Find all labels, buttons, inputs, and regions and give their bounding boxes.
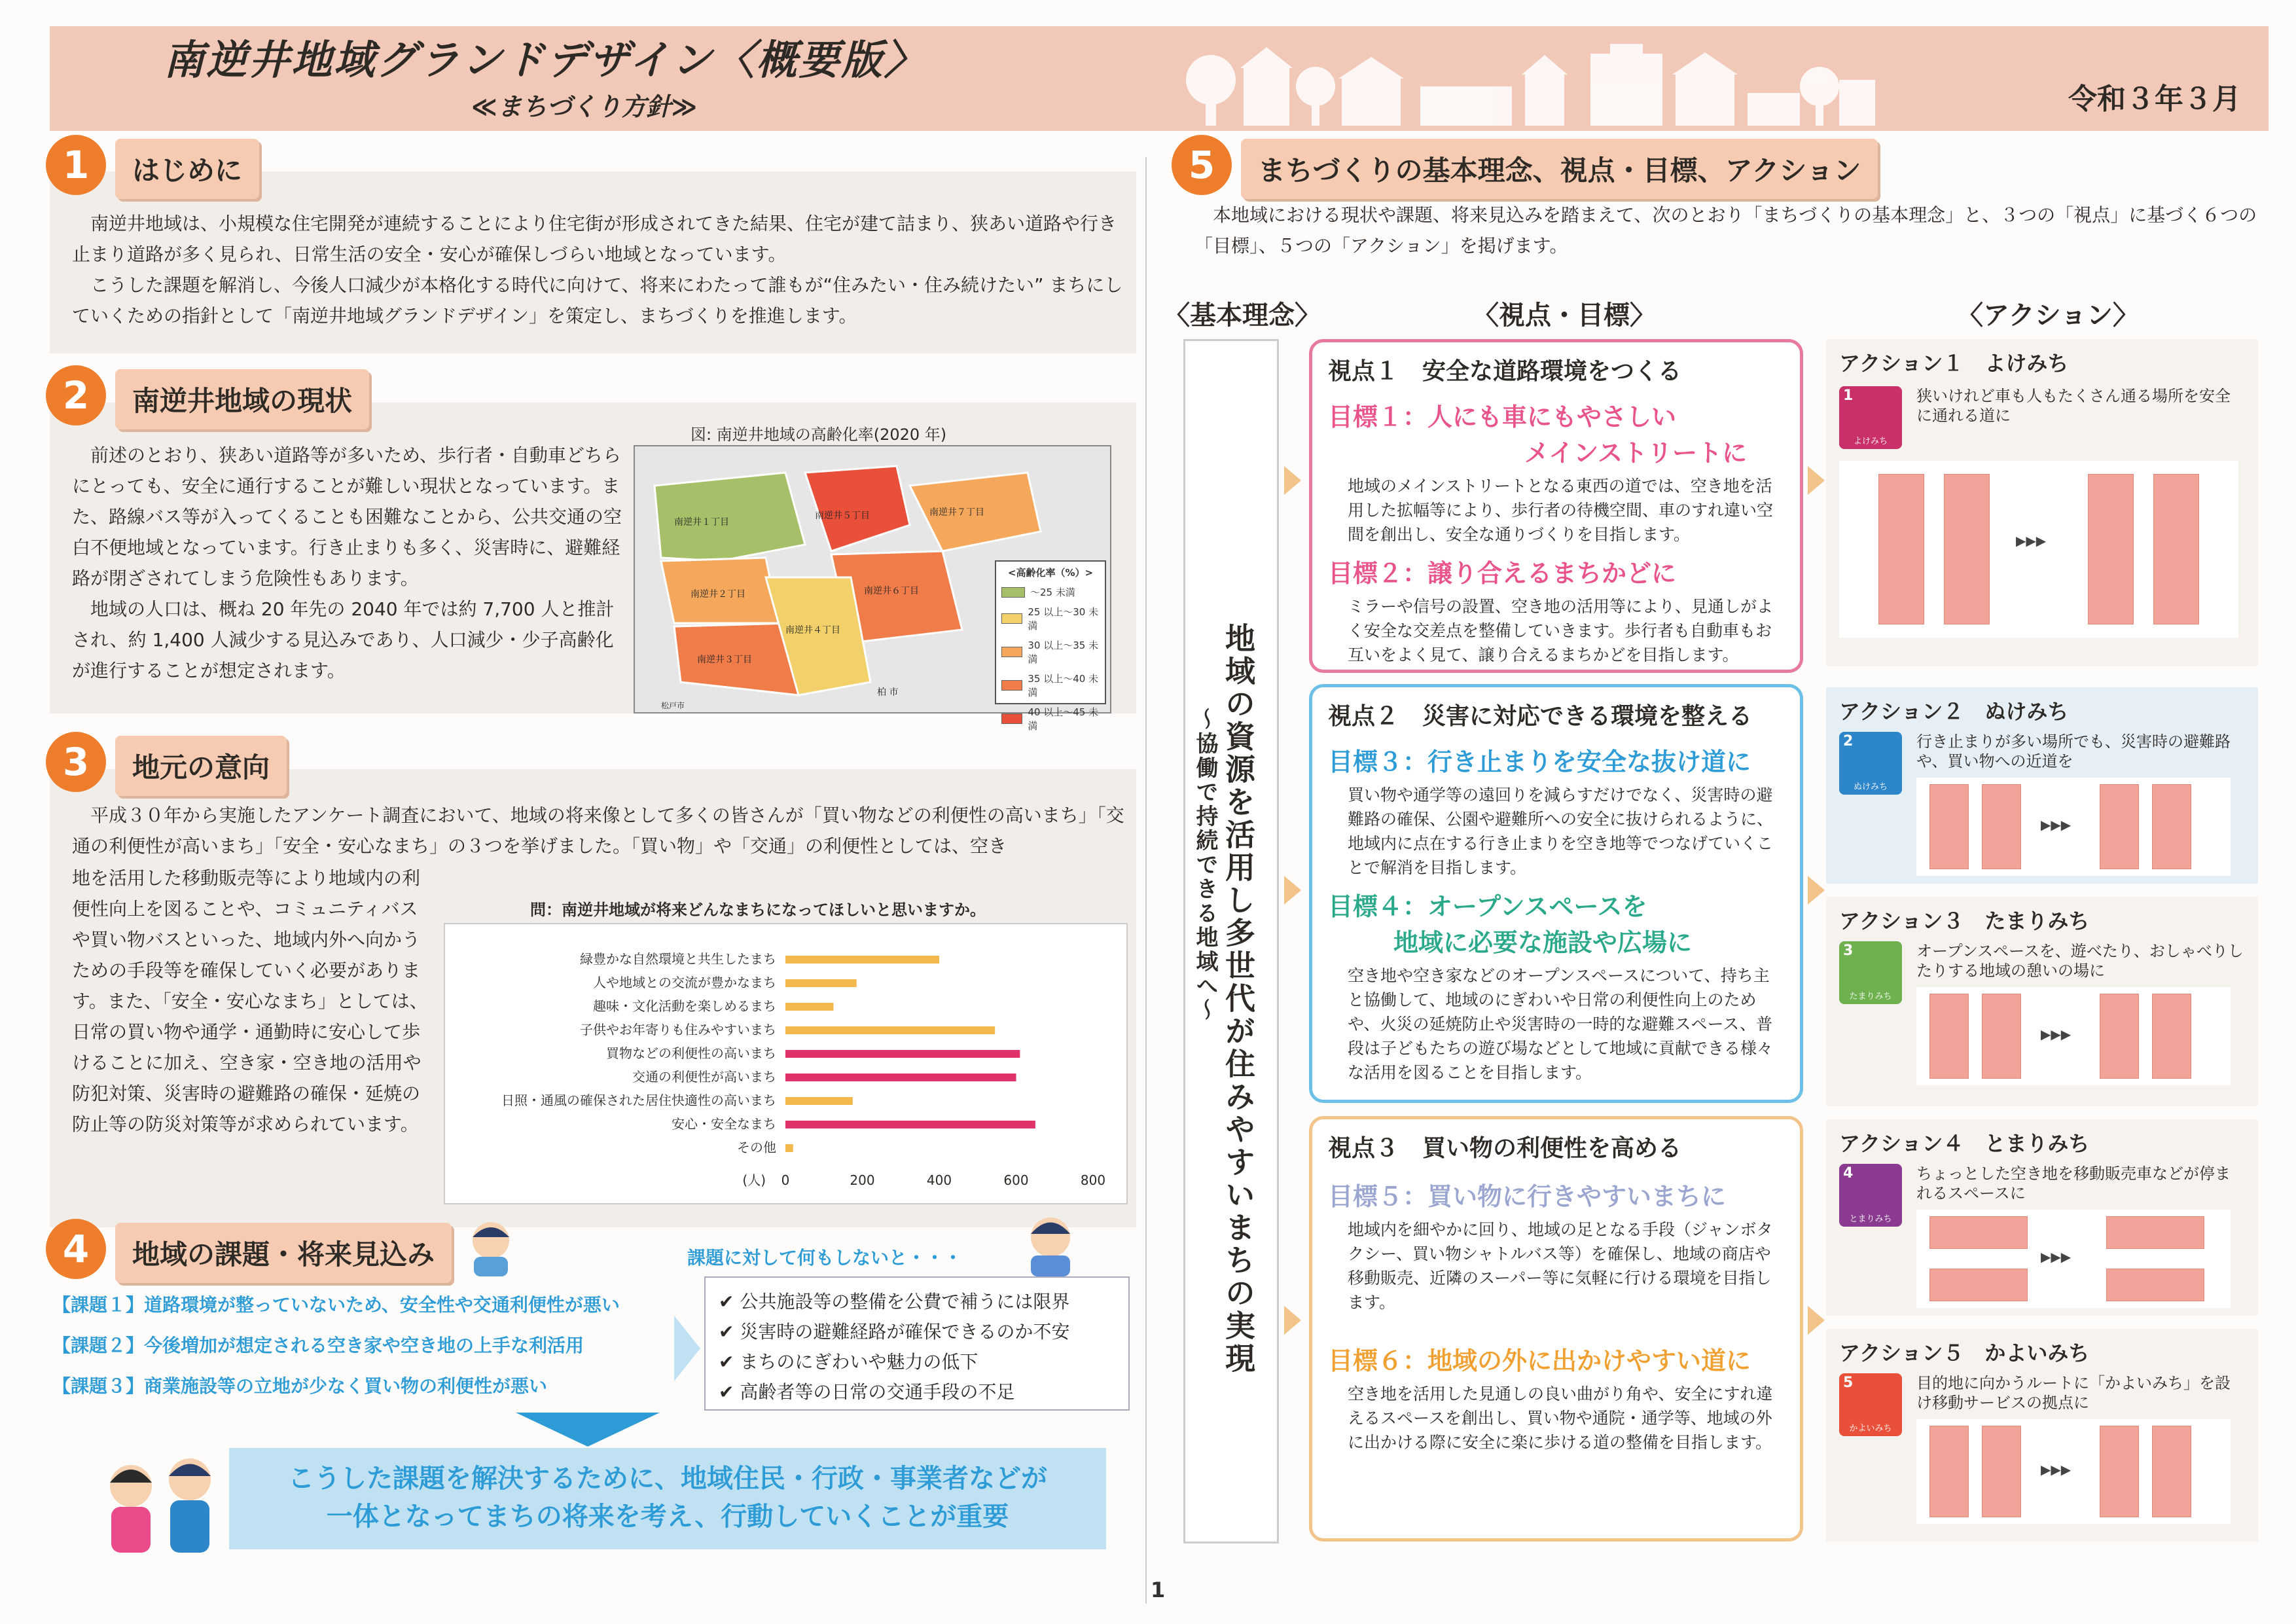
chart-category-label: 子供やお年寄りも住みやすいまち — [580, 1022, 776, 1038]
action-5-num: 5 — [1843, 1375, 1854, 1391]
chart-tick-label: 0 — [781, 1172, 790, 1188]
action-3-desc: オープンスペースを、遊べたり、おしゃべりしたりする地域の憩いの場に — [1916, 942, 2244, 980]
section-5-intro-text: 本地域における現状や課題、将来見込みを踏まえて、次のとおり「まちづくりの基本理念」と、３つの「視点」に基づく６つの「目標」、５つの「アクション」を掲げます。 — [1194, 204, 2257, 257]
area-label-7: 南逆井７丁目 — [929, 507, 984, 518]
goal-2-desc: ミラーや信号の設置、空き地の活用等により、見通しがよく安全な交差点を整備していきます。歩行者も自動車もお互いをよく見て、譲り合えるまちかどを目指します。 — [1348, 597, 1774, 664]
viewpoint-1-title: 視点１ 安全な道路環境をつくる — [1328, 358, 1682, 385]
chart-category-label: 日照・通風の確保された居住快適性の高いまち — [501, 1092, 776, 1108]
action-3-diagram — [1916, 987, 2231, 1085]
concern-text: 公共施設等の整備を公費で補うには限界 — [740, 1291, 1070, 1312]
chart-bar — [785, 1144, 793, 1152]
map-city-matsudo: 松戸市 — [661, 701, 685, 710]
viewpoint-2-box — [1309, 684, 1803, 1103]
goal-4-desc: 空き地や空き家などのオープンスペースについて、持ち主と協働して、地域のにぎわいや日常の利便性向上のためや、火災の延焼防止や災害時の一時的な避難スペース、普段は子どもたちの遊び場などとして地域に貢献できる様々な活用を図ることを目指します。 — [1348, 966, 1774, 1082]
chart-category-label: 買物などの利便性の高いまち — [606, 1045, 776, 1061]
goal-1-title-b: メインストリートに — [1524, 439, 1748, 467]
goal-3-title: 目標３：行き止まりを安全な抜け道に — [1328, 748, 1751, 776]
area-label-2: 南逆井２丁目 — [691, 589, 745, 600]
action-3-panel — [1826, 897, 2258, 1106]
section-2-body — [72, 440, 622, 686]
map-legend — [995, 560, 1106, 732]
viewpoint-3-box — [1309, 1116, 1803, 1542]
action-1-desc: 狭いけれど車も人もたくさん通る場所を安全に通れる道に — [1916, 387, 2231, 425]
chart-tick-label: 600 — [1003, 1172, 1029, 1188]
arrow-right-icon — [674, 1316, 700, 1381]
legend-row — [1001, 672, 1100, 699]
do-nothing-label: 課題に対して何もしないと・・・ — [687, 1247, 963, 1269]
section-1-para-2: こうした課題を解消し、今後人口減少が本格化する時代に向けて、将来にわたって誰もが“住みたい・住み続けたい” まちにしていくための指針として「南逆井地域グランドデザイン」を策定し、まちづくりを推進します。 — [72, 274, 1123, 327]
action-1-num: 1 — [1843, 388, 1854, 404]
action-3-badge: たまりみち — [1849, 992, 1892, 1001]
concern-item: ✔ 災害時の避難経路が確保できるのか不安 — [719, 1321, 1070, 1343]
chart-category-label: その他 — [737, 1140, 776, 1155]
concern-item: ✔ 公共施設等の整備を公費で補うには限界 — [719, 1291, 1070, 1312]
action-2-title: アクション２ ぬけみち — [1839, 699, 2069, 724]
bar-chart — [445, 924, 1129, 1206]
goal-5-title: 目標５：買い物に行きやすいまちに — [1328, 1182, 1727, 1211]
kayoimichi-icon — [1839, 1373, 1902, 1436]
goal-1-title-a: 目標１：人にも車にもやさしい — [1328, 403, 1677, 431]
action-5-badge: かよいみち — [1849, 1424, 1892, 1434]
chart-bar — [785, 1026, 995, 1034]
section-3-title: 地元の意向 — [115, 736, 287, 796]
viewpoint-2-title: 視点２ 災害に対応できる環境を整える — [1328, 703, 1753, 730]
chart-bar — [785, 1003, 833, 1011]
section-2-number: 2 — [46, 365, 106, 425]
banner-line-2: 一体となってまちの将来を考え、行動していくことが重要 — [326, 1502, 1009, 1532]
action-5-row — [1839, 1373, 2245, 1524]
chart-tick-label: 400 — [926, 1172, 952, 1188]
chart-tick-label: 800 — [1080, 1172, 1106, 1188]
legend-title: <高齢化率（%）> — [1007, 567, 1094, 579]
goal-4-title-b: 地域に必要な施設や広場に — [1393, 928, 1693, 957]
section-4-number: 4 — [46, 1219, 106, 1279]
section-5-number: 5 — [1172, 135, 1232, 195]
map-caption: 図: 南逆井地域の高齢化率(2020 年) — [691, 425, 947, 444]
action-3-num: 3 — [1843, 943, 1854, 959]
section-2-para-1: 前述のとおり、狭あい道路等が多いため、歩行者・自動車どちらにとっても、安全に通行することが難しい現状となっています。また、路線バス等が入ってくることも困難なことから、公共交通の空白不便地域となっています。行き止まりも多く、災害時に、避難経路が閉ざされてしまう危険性もあります。 — [72, 444, 622, 589]
legend-swatch — [1001, 647, 1022, 657]
people-icon — [92, 1447, 223, 1561]
chevron-right-icon — [1284, 876, 1301, 905]
page-title: 南逆井地域グランドデザイン〈概要版〉 — [164, 36, 927, 84]
section-1-title: はじめに — [115, 139, 259, 199]
chevron-right-icon — [1808, 466, 1825, 495]
center-divider — [1145, 157, 1147, 1604]
area-label-5: 南逆井５丁目 — [815, 511, 870, 521]
chart-title: 問：南逆井地域が将来どんなまちになってほしいと思いますか。 — [530, 901, 986, 919]
action-3-title: アクション３ たまりみち — [1839, 909, 2090, 933]
action-2-row — [1839, 732, 2245, 876]
goal-6-title: 目標６：地域の外に出かけやすい道に — [1328, 1346, 1751, 1375]
chart-bar — [785, 1050, 1020, 1058]
action-1-title: アクション１ よけみち — [1839, 351, 2069, 376]
goal-4-title — [1328, 886, 1784, 958]
area-label-1: 南逆井１丁目 — [674, 517, 729, 528]
arrow-icon: ▶▶▶ — [2041, 1026, 2072, 1042]
goal-2-title: 目標２：譲り合えるまちかどに — [1328, 559, 1677, 588]
concern-item: ✔ まちのにぎわいや魅力の低下 — [719, 1351, 978, 1373]
issue-1: 【課題１】道路環境が整っていないため、安全性や交通利便性が悪い — [52, 1294, 620, 1316]
banner-line-1: こうした課題を解決するために、地域住民・行政・事業者などが — [288, 1464, 1047, 1494]
action-3-row — [1839, 941, 2245, 1085]
legend-row — [1001, 585, 1100, 599]
concern-text: 高齢者等の日常の交通手段の不足 — [740, 1381, 1015, 1403]
action-2-desc: 行き止まりが多い場所でも、災害時の避難路や、買い物への近道を — [1916, 732, 2231, 770]
chart-bar — [785, 1097, 853, 1105]
section-1-number: 1 — [46, 135, 106, 195]
chart-bar — [785, 956, 939, 964]
action-4-title: アクション４ とまりみち — [1839, 1131, 2090, 1156]
chart-tick-label: 200 — [850, 1172, 875, 1188]
chart-category-label: 緑豊かな自然環境と共生したまち — [580, 951, 776, 967]
section-5-intro — [1194, 200, 2268, 261]
action-1-diagram — [1839, 461, 2238, 638]
viewpoint-1-box — [1309, 339, 1803, 673]
page-number: 1 — [1151, 1578, 1166, 1602]
section-3-number: 3 — [46, 732, 106, 792]
action-5-panel — [1826, 1329, 2258, 1542]
legend-label: 30 以上～35 未満 — [1028, 640, 1099, 665]
action-4-panel — [1826, 1119, 2258, 1316]
tamarimichi-icon — [1839, 941, 1902, 1004]
chart-x-unit: (人) — [742, 1172, 766, 1188]
goal-6-desc: 空き地を活用した見通しの良い曲がり角や、安全にすれ違えるスペースを創出し、買い物や通院・通学等、地域の外に出かける際に安全に楽に歩ける道の整備を目指します。 — [1348, 1384, 1773, 1452]
action-3-content — [1916, 941, 2245, 1085]
page-subtitle: ≪まちづくり方針≫ — [471, 92, 698, 121]
action-5-title: アクション５ かよいみち — [1839, 1341, 2090, 1365]
tomarimichi-icon — [1839, 1164, 1902, 1227]
chart-category-label: 交通の利便性が高いまち — [632, 1069, 776, 1085]
col-head-actions: 〈アクション〉 — [1957, 300, 2139, 331]
section-3-para-1-text: 平成３０年から実施したアンケート調査において、地域の将来像として多くの皆さんが「買い物などの利便性の高いまち」「交通の利便性が高いまち」「安全・安心なまち」の３つを挙げました。「買い物」や「交通」の利便性としては、空き — [72, 804, 1124, 857]
map-city-kashiwa: 柏 市 — [877, 687, 899, 698]
concern-list — [704, 1276, 1130, 1411]
action-5-content — [1916, 1373, 2245, 1524]
nukemichi-icon — [1839, 732, 1902, 795]
area-5-shape — [805, 466, 910, 551]
action-4-desc: ちょっとした空き地を移動販売車などが停まれるスペースに — [1916, 1164, 2231, 1202]
goal-3-desc: 買い物や通学等の遠回りを減らすだけでなく、災害時の避難路の確保、公園や避難所への安全に抜けられるように、地域内に点在する行き止まりを空き地等でつなげていくことで解消を目指します。 — [1348, 785, 1774, 877]
action-2-num: 2 — [1843, 733, 1854, 749]
principle-sub: ～協働で持続できる地域へ～ — [1192, 708, 1218, 1022]
arrow-down-icon — [516, 1413, 660, 1447]
concern-text: まちのにぎわいや魅力の低下 — [740, 1351, 978, 1373]
legend-swatch — [1001, 587, 1025, 598]
viewpoint-3-title: 視点３ 買い物の利便性を高める — [1328, 1135, 1682, 1162]
legend-label: ～25 未満 — [1030, 586, 1075, 598]
action-1-panel — [1826, 339, 2258, 666]
chart-bar — [785, 1121, 1035, 1128]
section-2-title: 南逆井地域の現状 — [115, 369, 369, 429]
action-4-diagram — [1916, 1210, 2231, 1308]
concern-item: ✔ 高齢者等の日常の交通手段の不足 — [719, 1381, 1015, 1403]
action-1-badge: よけみち — [1853, 437, 1888, 446]
col-head-principle: 〈基本理念〉 — [1164, 300, 1321, 331]
section-3-para-1 — [72, 800, 1126, 861]
action-1-row — [1839, 386, 2245, 449]
principle-box — [1183, 339, 1279, 1543]
conclusion-banner — [229, 1448, 1106, 1549]
goal-1-desc: 地域のメインストリートとなる東西の道では、空き地を活用した拡幅等により、歩行者の待機空間、車のすれ違い空間を創出し、安全な通りづくりを目指します。 — [1348, 477, 1774, 544]
chart-container — [444, 923, 1128, 1204]
legend-row — [1001, 638, 1100, 666]
section-1-para-1: 南逆井地域は、小規模な住宅開発が連続することにより住宅街が形成されてきた結果、住宅が建て詰まり、狭あい道路や行き止まり道路が多く見られ、日常生活の安全・安心が確保しづらい地域となっています。 — [72, 213, 1117, 265]
arrow-icon: ▶▶▶ — [2041, 1249, 2072, 1265]
yokemichi-icon — [1839, 386, 1902, 449]
area-label-3: 南逆井３丁目 — [697, 655, 752, 665]
chevron-right-icon — [1284, 466, 1301, 495]
action-2-diagram — [1916, 778, 2231, 876]
action-2-content — [1916, 732, 2245, 876]
chart-category-label: 趣味・文化活動を楽しめるまち — [593, 998, 776, 1014]
legend-swatch — [1001, 713, 1022, 724]
legend-row — [1001, 605, 1100, 632]
legend-swatch — [1001, 680, 1022, 691]
concern-text: 災害時の避難経路が確保できるのか不安 — [740, 1321, 1070, 1343]
section-2-para-2: 地域の人口は、概ね 20 年先の 2040 年では約 7,700 人と推計され、約 1,400 人減少する見込みであり、人口減少・少子高齢化が進行することが想定されます。 — [72, 598, 615, 681]
stressed-person-icon — [1021, 1211, 1080, 1279]
chart-bar — [785, 1074, 1016, 1081]
issue-2: 【課題２】今後増加が想定される空き家や空き地の上手な利活用 — [52, 1335, 584, 1356]
issue-date: 令和３年３月 — [2068, 82, 2241, 116]
action-4-num: 4 — [1843, 1165, 1854, 1182]
principle-text: 地域の資源を活用し多世代が住みやすいまちの実現 — [1221, 623, 1256, 1375]
area-label-6: 南逆井６丁目 — [864, 586, 919, 596]
arrow-icon: ▶▶▶ — [2041, 817, 2072, 833]
action-4-row — [1839, 1164, 2245, 1308]
chart-category-label: 人や地域との交流が豊かなまち — [593, 975, 776, 990]
arrow-icon: ▶▶▶ — [2016, 533, 2047, 549]
goal-1-title — [1328, 397, 1784, 469]
legend-row — [1001, 705, 1100, 732]
action-4-badge: とまりみち — [1849, 1214, 1892, 1224]
section-3-para-2: 地を活用した移動販売等により地域内の利便性向上を図ることや、コミュニティバスや買い物バスといった、地域内外へ向かうための手段等を確保していく必要があります。また、「安全・安心なまち」としては、日常の買い物や通学・通勤時に安心して歩けることに加え、空き家・空き地の活用や防犯対策、災害時の避難路の確保・延焼の防止等の防災対策等が求められています。 — [72, 867, 428, 1135]
area-label-4: 南逆井４丁目 — [785, 625, 840, 636]
legend-label: 25 以上～30 未満 — [1028, 606, 1099, 632]
col-head-viewpoints: 〈視点・目標〉 — [1473, 300, 1656, 331]
action-5-desc: 目的地に向かうルートに「かよいみち」を設け移動サービスの拠点に — [1916, 1374, 2231, 1412]
chevron-right-icon — [1808, 1306, 1825, 1335]
section-5-title: まちづくりの基本理念、視点・目標、アクション — [1241, 139, 1878, 199]
action-2-badge: ぬけみち — [1853, 782, 1888, 792]
worried-person-icon — [465, 1218, 517, 1279]
action-2-panel — [1826, 687, 2258, 884]
goal-4-title-a: 目標４：オープンスペースを — [1328, 892, 1647, 921]
legend-label: 40 以上～45 未満 — [1028, 706, 1099, 732]
chart-bar — [785, 979, 857, 987]
section-4-title: 地域の課題・将来見込み — [115, 1223, 452, 1283]
goal-5-desc: 地域内を細やかに回り、地域の足となる手段（ジャンボタクシー、買い物シャトルバス等）を確保し、地域の商店や移動販売、近隣のスーパー等に気軽に行ける環境を目指します。 — [1348, 1220, 1773, 1312]
chevron-right-icon — [1284, 1306, 1301, 1335]
townscape-illustration — [1172, 41, 1878, 129]
section-1-body — [72, 208, 1126, 331]
issue-3: 【課題３】商業施設等の立地が少なく買い物の利便性が悪い — [52, 1375, 548, 1397]
legend-swatch — [1001, 613, 1022, 624]
chart-category-label: 安心・安全なまち — [672, 1116, 776, 1132]
action-4-content — [1916, 1164, 2245, 1308]
action-5-diagram — [1916, 1419, 2231, 1524]
chevron-right-icon — [1808, 876, 1825, 905]
legend-label: 35 以上～40 未満 — [1028, 673, 1099, 698]
arrow-icon: ▶▶▶ — [2041, 1462, 2072, 1477]
